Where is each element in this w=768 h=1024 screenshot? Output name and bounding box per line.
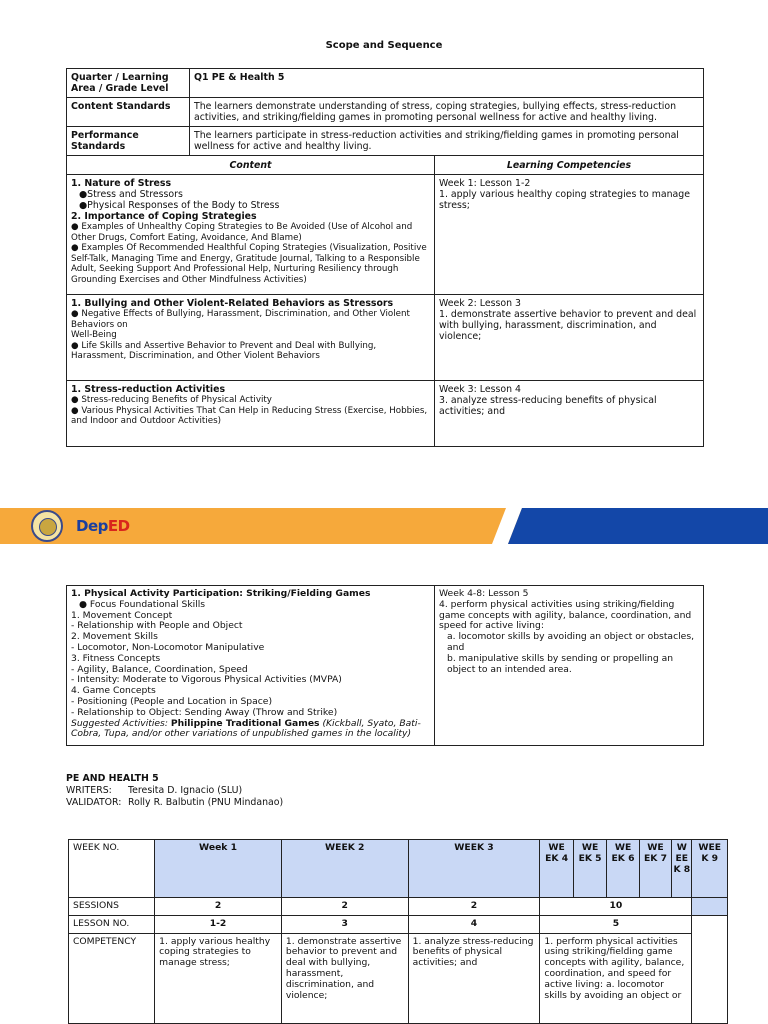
validator-row xyxy=(66,797,283,809)
content-cell-4 xyxy=(67,586,435,746)
lesson-row xyxy=(69,915,728,933)
writers-row xyxy=(66,785,283,797)
quarter-label: Quarter / Learning Area / Grade Level xyxy=(67,69,190,98)
suggested-label: Suggested Activities: xyxy=(71,717,168,729)
lesson-value: 4 xyxy=(408,915,540,933)
list-item: 3. Fitness Concepts xyxy=(71,652,161,664)
validator-value: Rolly R. Balbutin (PNU Mindanao) xyxy=(128,797,284,808)
deped-seal-logo xyxy=(31,510,63,542)
sessions-value: 2 xyxy=(408,898,540,916)
week-header: W EE K 8 xyxy=(672,840,692,898)
competency-label: COMPETENCY xyxy=(69,933,155,1023)
bullet-item: ● Stress-reducing Benefits of Physical Activity xyxy=(71,395,272,405)
list-item: 2. Movement Skills xyxy=(71,631,158,643)
week-label: Week 2: Lesson 3 xyxy=(439,298,521,309)
week-label: Week 1: Lesson 1-2 xyxy=(439,178,531,189)
week-header: WE EK 7 xyxy=(639,840,671,898)
week-header: Week 1 xyxy=(155,840,282,898)
scope-table xyxy=(66,68,704,447)
competency-cell-4 xyxy=(435,586,704,746)
bullet-item: ● Examples of Unhealthy Coping Strategies to Be Avoided (Use of Alcohol and Other Drugs, Comfort Eating, Avoidance, And Blame) xyxy=(71,222,413,243)
content-cell-2 xyxy=(67,295,435,381)
content-row-2 xyxy=(67,295,704,381)
content-row-4 xyxy=(67,586,704,746)
week-label: Week 3: Lesson 4 xyxy=(439,384,521,395)
suggested-activities xyxy=(71,719,430,741)
content-header: Content xyxy=(67,156,435,175)
bullet-item: ●Physical Responses of the Body to Stress xyxy=(79,200,280,211)
competency-cell-2 xyxy=(435,295,704,381)
topic-heading: 1. Physical Activity Participation: Striking/Fielding Games xyxy=(71,588,371,599)
week-header: WEE K 9 xyxy=(692,840,728,898)
competency-text: 1. apply various healthy coping strategies to manage xyxy=(439,189,690,200)
week-header: WEEK 2 xyxy=(281,840,408,898)
list-item: - Locomotor, Non-Locomotor Manipulative xyxy=(71,641,265,653)
list-item: - Positioning (People and Location in Space) xyxy=(71,695,273,707)
document-title: Scope and Sequence xyxy=(325,40,443,51)
bullet-item: ● Various Physical Activities That Can Help in Reducing Stress (Exercise, Hobbies, and Indoor and Outdoor Activities) xyxy=(71,405,428,426)
deped-banner xyxy=(0,508,768,544)
week-header: WE EK 5 xyxy=(573,840,606,898)
empty-cell xyxy=(692,915,728,1023)
week-header: WE EK 4 xyxy=(540,840,573,898)
content-row-1 xyxy=(67,175,704,295)
competency-text: 3. analyze stress-reducing benefits of physical activities; and xyxy=(439,395,657,417)
content-standards-row xyxy=(67,98,704,127)
week-header: WE EK 6 xyxy=(607,840,639,898)
competency-value: 1. demonstrate assertive behavior to prevent and deal with bullying, harassment, discrimination, and violence; xyxy=(281,933,408,1023)
topic-heading: 1. Nature of Stress xyxy=(71,178,172,189)
list-item: - Agility, Balance, Coordination, Speed xyxy=(71,663,248,675)
bullet-item: ● Negative Effects of Bullying, Harassment, Discrimination, and Other Violent Behaviors on xyxy=(71,309,410,330)
week-label: Week 4-8: Lesson 5 xyxy=(439,588,529,599)
topic-heading: 1. Bullying and Other Violent-Related Behaviors as Stressors xyxy=(71,298,394,309)
competencies-header: Learning Competencies xyxy=(435,156,704,175)
list-item: - Intensity: Moderate to Vigorous Physical Activities (MVPA) xyxy=(71,674,342,686)
list-item: - Relationship with People and Object xyxy=(71,620,243,632)
list-item: 1. Movement Concept xyxy=(71,609,173,621)
writers-value: Teresita D. Ignacio (SLU) xyxy=(128,785,243,796)
list-item: 4. Game Concepts xyxy=(71,685,156,697)
empty-cell xyxy=(692,898,728,916)
performance-standards-label: Performance Standards xyxy=(67,127,190,156)
authors-block xyxy=(66,773,283,809)
competency-subitem: b. manipulative skills by sending or propelling an object to an intended area. xyxy=(447,652,674,675)
lesson-label: LESSON NO. xyxy=(69,915,155,933)
list-item: - Relationship to Object: Sending Away (Throw and Strike) xyxy=(71,706,338,718)
schedule-table xyxy=(68,839,728,1024)
quarter-value: Q1 PE & Health 5 xyxy=(190,69,704,98)
competency-value: 1. analyze stress-reducing benefits of physical activities; and xyxy=(408,933,540,1023)
lesson-value: 5 xyxy=(540,915,692,933)
sessions-label: SESSIONS xyxy=(69,898,155,916)
topic-heading: 2. Importance of Coping Strategies xyxy=(71,211,257,222)
week-header: WEEK 3 xyxy=(408,840,540,898)
content-cell-3 xyxy=(67,381,435,447)
course-heading: PE AND HEALTH 5 xyxy=(66,773,159,784)
competency-subitem: a. locomotor skills by avoiding an object or obstacles, and xyxy=(447,631,695,653)
competency-text: 4. perform physical activities using striking/fielding game concepts with agility, balance, coordination, and speed for active living: xyxy=(439,598,692,632)
bullet-item: ● Life Skills and Assertive Behavior to Prevent and Deal with Bullying, Harassment, Discrimination, and Other Violent Behaviors xyxy=(71,340,377,361)
sessions-value: 10 xyxy=(540,898,692,916)
writers-label: WRITERS: xyxy=(66,785,112,796)
deped-logo: DepED xyxy=(76,517,130,535)
sessions-value: 2 xyxy=(281,898,408,916)
quarter-row xyxy=(67,69,704,98)
bullet-item: Well-Being xyxy=(71,330,117,340)
bullet-item: ● Examples Of Recommended Healthful Coping Strategies (Visualization, Positive Self-Talk, Managing Time and Energy, Gratitude Journal, Talking to a Responsible Adult, Seeking Support And Professional Help, Nurturing Resiliency through Grounding Exercises and Other Mindfulness Activities) xyxy=(71,243,427,285)
performance-standards-row xyxy=(67,127,704,156)
competency-value: 1. apply various healthy coping strategies to manage stress; xyxy=(155,933,282,1023)
topic-heading: 1. Stress-reduction Activities xyxy=(71,384,226,395)
competency-row xyxy=(69,933,728,1023)
lesson-value: 3 xyxy=(281,915,408,933)
suggested-games: Philippine Traditional Games xyxy=(170,717,320,729)
content-row-3 xyxy=(67,381,704,447)
lesson-value: 1-2 xyxy=(155,915,282,933)
bullet-item: ●Stress and Stressors xyxy=(79,189,183,200)
content-standards-label: Content Standards xyxy=(67,98,190,127)
competency-text: 1. demonstrate assertive behavior to prevent and deal with bullying, harassment, discrimination, and violence; xyxy=(439,309,697,342)
sessions-value: 2 xyxy=(155,898,282,916)
content-cell-1 xyxy=(67,175,435,295)
performance-standards-value: The learners participate in stress-reduction activities and striking/fielding games in promoting personal wellness for active and healthy living. xyxy=(190,127,704,156)
bullet-item: ● Focus Foundational Skills xyxy=(79,598,206,610)
week-no-label: WEEK NO. xyxy=(69,840,155,898)
content-standards-value: The learners demonstrate understanding of stress, coping strategies, bullying effects, stress-reduction activities, and striking/fielding games in promoting personal wellness for active and healthy living. xyxy=(190,98,704,127)
validator-label: VALIDATOR: xyxy=(66,797,122,808)
competency-cell-3 xyxy=(435,381,704,447)
scope-table-continued xyxy=(66,585,704,746)
sessions-row xyxy=(69,898,728,916)
competency-value: 1. perform physical activities using striking/fielding game concepts with agility, balance, coordination, and speed for active living: a. locomotor skills by avoiding an object or xyxy=(540,933,692,1023)
competency-text: stress; xyxy=(439,200,470,211)
competency-cell-1 xyxy=(435,175,704,295)
header-row xyxy=(67,156,704,175)
suggested-examples: (Kickball, Syato, Bati-Cobra, Tupa, and/or other variations of unpublished games in the locality) xyxy=(71,717,421,740)
week-row xyxy=(69,840,728,898)
